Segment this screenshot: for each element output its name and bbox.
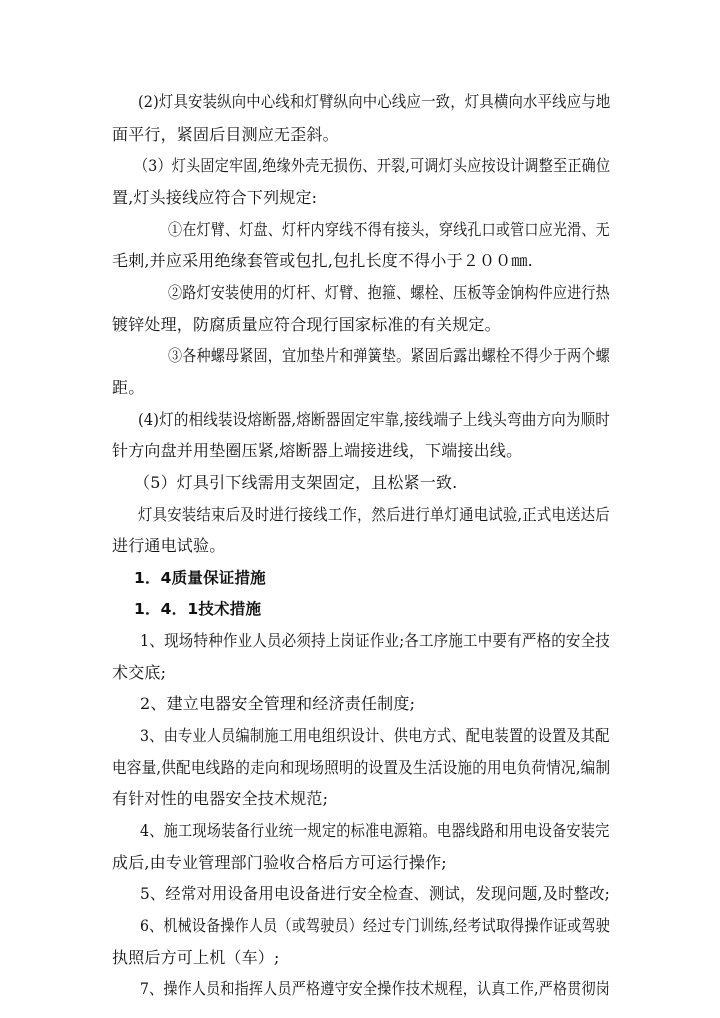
text-line: (4)灯的相线装设熔断器,熔断器固定牢靠,接线端子上线头弯曲方向为顺时 — [138, 410, 611, 429]
text-line: 1、现场特种作业人员必须持上岗证作业;各工序施工中要有严格的安全技 — [140, 631, 610, 650]
text-line: 6、机械设备操作人员（或驾驶员）经过专门训练,经考试取得操作证或驾驶 — [140, 916, 610, 935]
text-line: 成后,由专业管理部门验收合格后方可运行操作; — [112, 853, 447, 872]
text-line: 有针对性的电器安全技术规范; — [112, 789, 329, 808]
text-line: 置,灯头接线应符合下列规定: — [112, 188, 318, 207]
text-line: 毛刺,并应采用绝缘套管或包扎,包扎长度不得小于２００㎜. — [112, 251, 533, 270]
text-line: 4、施工现场装备行业统一规定的标准电源箱。电器线路和用电设备安装完 — [140, 821, 610, 840]
text-line: 执照后方可上机（车）; — [112, 948, 280, 967]
text-line: 2、建立电器安全管理和经济责任制度; — [140, 694, 416, 713]
text-line: 面平行，紧固后目测应无歪斜。 — [112, 125, 339, 144]
section-heading: 1．4质量保证措施 — [134, 569, 266, 587]
text-line: 3、由专业人员编制施工用电组织设计、供电方式、配电装置的设置及其配 — [140, 726, 610, 745]
text-line: 距。 — [112, 378, 145, 397]
text-line: 灯具安装结束后及时进行接线工作，然后进行单灯通电试验,正式电送达后 — [138, 505, 610, 524]
text-line: 术交底; — [112, 663, 167, 682]
text-line: ③各种螺母紧固，宜加垫片和弹簧垫。紧固后露出螺栓不得少于两个螺 — [168, 346, 610, 365]
text-line: 镀锌处理，防腐质量应符合现行国家标准的有关规定。 — [112, 315, 501, 334]
text-line: ②路灯安装使用的灯杆、灯臂、抱箍、螺栓、压板等金饷构件应进行热 — [168, 283, 610, 302]
text-line: ①在灯臂、灯盘、灯杆内穿线不得有接头，穿线孔口或管口应光滑、无 — [168, 220, 610, 239]
text-line: （5）灯具引下线需用支架固定，且松紧一致. — [134, 473, 458, 492]
subsection-heading: 1．4．1技术措施 — [134, 600, 262, 618]
text-line: 进行通电试验。 — [112, 536, 226, 555]
text-line: 7、操作人员和指挥人员严格遵守安全操作技术规程，认真工作,严格贯彻岗 — [140, 979, 610, 998]
text-line: (2)灯具安装纵向中心线和灯臂纵向中心线应一致，灯具横向水平线应与地 — [138, 92, 611, 111]
text-line: 电容量,供配电线路的走向和现场照明的设置及生活设施的用电负荷情况,编制 — [112, 758, 611, 777]
text-line: 5、经常对用设备用电设备进行安全检查、测试，发现问题,及时整改; — [140, 884, 610, 903]
text-line: 针方向盘并用垫圈压紧,熔断器上端接进线，下端接出线。 — [112, 441, 523, 460]
text-line: （3）灯头固定牢固,绝缘外壳无损伤、开裂,可调灯头应按设计调整至正确位 — [134, 156, 611, 175]
